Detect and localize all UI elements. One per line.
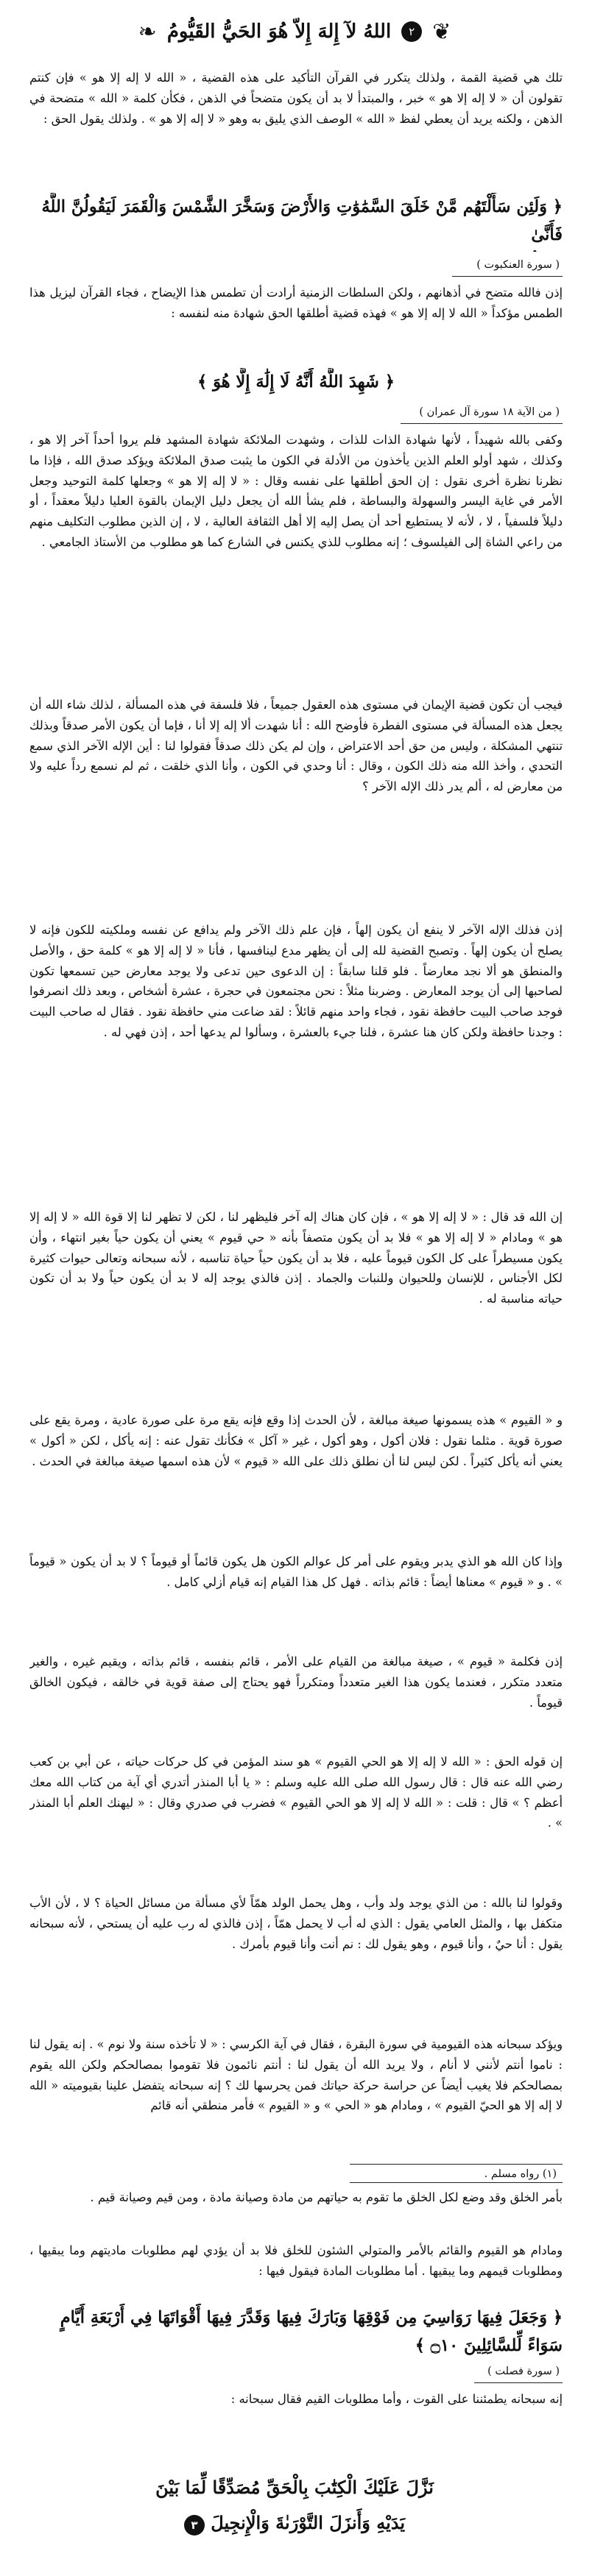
verse-reference-fussilat: ( سورة فصلت ) — [487, 2366, 560, 2377]
footer-verse — [110, 2470, 479, 2541]
paragraph-5: إذن فذلك الإله الآخر لا ينفع أن يكون إلهاً ، فإن علم ذلك الآخر ولم يدافع عن نفسه وملكيته للكون فإنه لا يصلح أن يكون إلهاً . وتصبح القضية لله إلى أن يظهر مدع لينافسها ، فأنا « لا إله إلا هو » كلمة حق ، والأصل والمنطق هو ألا نجد معارضاً . فلو قلنا سابقاً : إن الدعوى حين تدعى ولا يوجد معارض حين تسمعها تكون لصاحبها إلى أن يوجد المعارض . وضربنا مثلاً : نحن مجتمعون في حجرة ، عشرة أشخاص ، وبعد ذلك انصرفوا فوجد صاحب البيت حافظة نقود ، فجاء واحد منهم قائلاً : لقد ضاعت مني حافظة نقود . فقال له صاحب البيت : وجدنا حافظة ولكن كان هنا عشرة ، فلنا جيء بالعشرة ، وسألوا لم يدعها أحد ، إذن فهي له . — [29, 923, 563, 1039]
paragraph-9: إذن فكلمة « قيوم » ، صيغة مبالغة من القيام على الأمر ، قائم بنفسه ، قائم بذاته ، ويقيم غيره ، والغير متعدد متكرر ، فعندما يكون هذا الغير متعدداً ومتكرراً فهو يحتاج إلى صفة قوية في خالقه ، فيكون الخالق قيوماً . — [29, 1655, 563, 1710]
footer-verse-line-2: يَدَيْهِ وَأَنزَلَ التَّوْرَىٰةَ وَالْإِنجِيلَ — [211, 2512, 406, 2533]
paragraph-6: إن الله قد قال : « لا إله إلا هو » ، فإن كان هناك إله آخر فليظهر لنا ، لكن لا تظهر لنا إلا قوة الله « لا إله إلا هو » ومادام « لا إله إلا هو » فلا بد أن يكون متصفاً بأنه « حي قيوم » يعني أن يكون حياً بغير انتهاء ، وأن يكون مسيطراً على كل الكون قيوماً عليه ، فلا بد أن يكون حياً حياة تناسبه ، لأنه سبحانه وتعالى حيوات كثيرة لكل الأجناس ، للإنسان وللحيوان وللنبات والجماد . إذن فالذي يوجد إله لا بد أن يكون حياً ولا بد أن تكون حياته مناسبة له . — [29, 1210, 563, 1306]
paragraph-11: وقولوا لنا بالله : من الذي يوجد ولد وأب ، وهل يحمل الولد همّاً لأي مسألة من مسائل الحياة ؟ لا ، لأن الأب متكفل بها ، والمثل العامي يقول : الذي له أب لا يحمل همّاً ، إذن فالذي له رب عليه أن يستحي ، لأنه سبحانه يقول : أنا حيٌ ، وأنا قيوم ، وهو يقول لك : نم أنت وأنا قيوم بأمرك . — [29, 1896, 563, 1951]
paragraph-10: إن قوله الحق : « الله لا إله إلا هو الحي القيوم » هو سند المؤمن في كل حركات حياته ، عن أبي بن كعب رضي الله عنه قال : قال رسول الله صلى الله عليه وسلم : « يا أبا المنذر أتدري أي آية من كتاب الله معك أعظم ؟ » قال : قلت : « الله لا إله إلا هو الحي القيوم » فضرب في صدري وقال : « ليهنك العلم أبا المنذر » . — [29, 1755, 563, 1830]
divider — [452, 276, 563, 277]
quran-verse-ankabut: ﴿ وَلَئِن سَأَلْتَهُم مَّنْ خَلَقَ السَّمَٰوَٰتِ وَالأَرْضَ وَسَخَّرَ الشَّمْسَ وَالْقَمَرَ لَيَقُولُنَّ اللَّهُ فَأَنَّىٰ — [41, 197, 563, 244]
footer-verse-line-2-wrap — [110, 2505, 479, 2541]
paragraph-1: تلك هي قضية القمة ، ولذلك يتكرر في القرآن التأكيد على هذه القضية ، « الله لا إله إلا هو » فإن كنتم تقولون أن « لا إله إلا هو » خبر ، والمبتدأ لا بد أن يكون متضحاً في الذهن ، فكأن كلمة « الله » متضحة في الذهن ، ولكنه يريد أن يعطي لفظ « الله » الوصف الذي يليق به وهو « لا إله إلا هو » . ولذلك يقول الحق : — [29, 71, 563, 126]
header-verse-title: اللهُ لآ إِلهَ إِلاّ هُوَ الحَيُّ القَيُّومُ — [166, 21, 392, 43]
footer-verse-line-1: نَزَّلَ عَلَيْكَ الْكِتَٰبَ بِالْحَقِّ مُصَدِّقًا لِّمَا بَيْنَ — [155, 2477, 434, 2498]
quran-verse-al-imran: ﴿ شَهِدَ اللَّهُ أَنَّهُ لَا إِلَٰهَ إِلَّا هُوَ ﴾ — [197, 372, 395, 392]
divider — [401, 423, 563, 424]
verse-number-medallion: ٢ — [401, 21, 422, 42]
paragraph-15: إنه سبحانه يطمئننا على القوت ، وأما مطلوبات القيم فقال سبحانه : — [230, 2392, 563, 2406]
footnote-text: (١) رواه مسلم . — [484, 2168, 557, 2180]
paragraph-4: فيجب أن تكون قضية الإيمان في مستوى هذه العقول جميعاً ، فلا فلسفة في هذه المسألة ، لذلك شاء الله أن يجعل هذه المسألة في مستوى الفطرة فأوضح الله : أنا شهدت ألا إله إلا أنا ، فإما أن يكون الأمر صدقاً وبذلك تنتهي المشكلة ، وليس من حق أحد الاعتراض ، وإن لم يكن ذلك صدقاً فقولوا لنا : أين الإله الآخر الذي سمع التحدي ، وأخذ الله منه ذلك الكون ، وقال : أنا وحدي في الكون ، وأنا الذي خلقت ، ثم لم نسمع رداً عليه ولا من معارض له ، ألم يدر ذلك الإله الآخر ؟ — [29, 698, 563, 794]
ornament-right-icon: ❦ — [432, 18, 451, 45]
verse-reference-al-imran: ( من الآية ١٨ سورة آل عمران ) — [419, 406, 560, 418]
paragraph-12: ويؤكد سبحانه هذه القيومية في سورة البقرة ، فقال في آية الكرسي : « لا تأخذه سنة ولا نوم » . إنه يقول لنا : ناموا أنتم لأنني لا أنام ، ولا يريد الله أن يقول لنا : أنتم نائمون فلا تقوموا بمصالحكم ولكن الله يقوم بمصالحكم فلا يغيب أيضاً عن حراسة حركة حياتك فمن يحرسها لك ؟ إنه سبحانه يتفضل علينا بقيوميته « الله لا إله إلا هو الحيّ القيوم » ، ومادام هو « الحي » و « القيوم » فأمر منطقي أنه قائم — [29, 2037, 563, 2113]
header-banner — [125, 10, 464, 53]
paragraph-13: بأمر الخلق وقد وضع لكل الخلق ما تقوم به حياتهم من مادة وصيانة مادة ، ومن قيم وصيانة قيم . — [90, 2190, 563, 2204]
divider — [474, 2382, 563, 2383]
paragraph-3: وكفى بالله شهيداً ، لأنها شهادة الذات للذات ، وشهدت الملائكة شهادة المشهد فلم يروا أحداً آخر إلا هو ، وكذلك ، شهد أولو العلم الذين يأخذون من الأدلة في الكون ما يثبت صدق الملائكة ويؤكد صدق الله ، فإذا ما نظرنا نظرة أخرى نقول : إن الحق أطلقها على نفسه وقال : « لا إله إلا هو » وجعلها كلمة التوحيد وجعل الأمر في غاية اليسر والسهولة والبساطة ، فلم يشأ الله أن يجعل دليل الإيمان بالقوة العليا دليلاً معقداً ، أو دليلاً فلسفياً ، لا ، لأنه لا يستطيع أحد أن يصل إليه إلا أهل الثقافة العالية ، لا ، إن الذين مطلوب التكليف منهم من راعي الشاة إلى الفيلسوف ؛ إنه مطلوب للذي يكنس في الشارع كما هو مطلوب من الأستاذ الجامعي . — [29, 433, 563, 549]
footer-verse-number-medallion: ٣ — [184, 2515, 205, 2536]
paragraph-14: ومادام هو القيوم والقائم بالأمر والمتولي الشئون للخلق فلا بد أن يؤدي لهم مطلوبات ماديتهم وما يبقيها ، ومطلوبات قيمهم وما يبقيها . أما مطلوبات المادة فيقول فيها : — [29, 2243, 563, 2278]
ornament-left-icon: ❧ — [138, 18, 157, 45]
quran-verse-fussilat: ﴿ وَجَعَلَ فِيهَا رَوَاسِيَ مِن فَوْقِهَا وَبَارَكَ فِيهَا وَقَدَّرَ فِيهَا أَقْوَاتَهَا فِي أَرْبَعَةِ أَيَّامٍ سَوَاءً لِّلسَّائِلِينَ ۝١٠ ﴾ — [60, 2308, 563, 2355]
verse-reference-ankabut: ( سورة العنكبوت ) — [476, 259, 560, 271]
paragraph-2: إذن فالله متضح في أذهانهم ، ولكن السلطات الزمنية أرادت أن تطمس هذا الإيضاح ، فجاء القرآن ليزيل هذا الطمس مؤكداً « الله لا إله إلا هو » فهذه قضية أطلقها الحق شهادة منه لنفسه : — [29, 286, 563, 320]
paragraph-8: وإذا كان الله هو الذي يدبر ويقوم على أمر كل عوالم الكون هل يكون قائماً أو قيوماً ؟ لا بد أن يكون « قيوماً » . و « قيوم » معناها أيضاً : قائم بذاته . فهل كل هذا القيام إنه قيام أزلي كامل . — [29, 1554, 563, 1589]
paragraph-7: و « القيوم » هذه يسمونها صيغة مبالغة ، لأن الحدث إذا وقع فإنه يقع مرة على صورة عادية ، ومرة يقع على صورة قوية . مثلما نقول : فلان أكول ، وهو أكول ، غير « آكل » فكأنك تقول عنه : إنه يأكل ، لكن « أكول » يعني أنه يأكل كثيراً . لكن ليس لنا أن نطلق ذلك على الله « قيوم » لأن هذه اسمها صيغة مبالغة في الحدث . — [29, 1413, 563, 1468]
footnote-box — [350, 2164, 563, 2183]
